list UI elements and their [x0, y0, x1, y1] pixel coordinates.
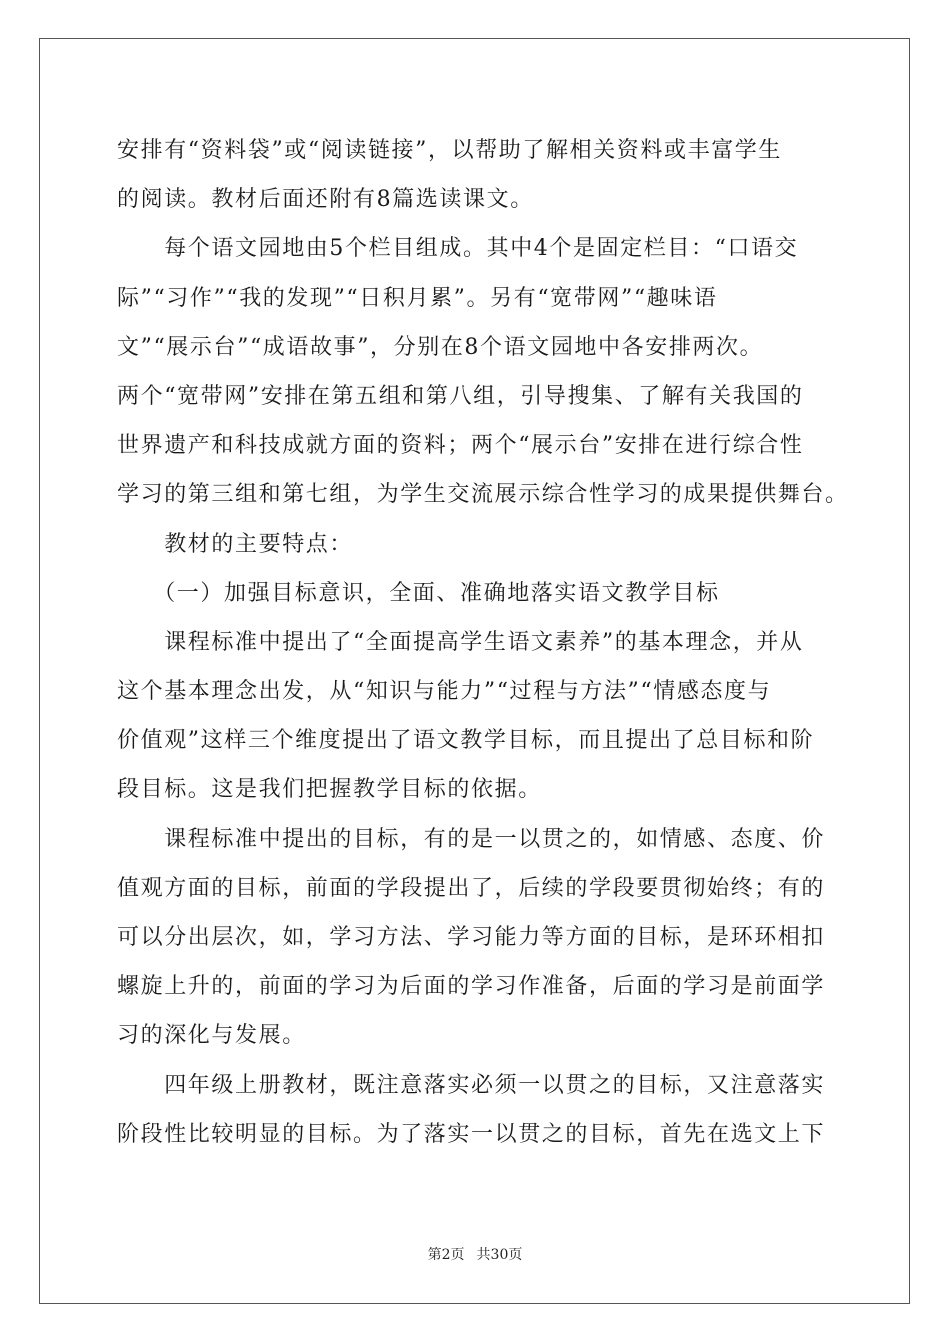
- text-line: 价值观”这样三个维度提出了语文教学目标，而且提出了总目标和阶: [117, 728, 815, 754]
- text-line: 世界遗产和科技成就方面的资料；两个“展示台”安排在进行综合性: [117, 433, 804, 459]
- text-line: 文”“展示台”“成语故事”，分别在8个语文园地中各安排两次。: [117, 334, 764, 360]
- text-line: 这个基本理念出发，从“知识与能力”“过程与方法”“情感态度与: [117, 679, 772, 705]
- page-number: 第2页: [427, 1247, 465, 1263]
- text-line: 每个语文园地由5个栏目组成。其中4个是固定栏目：“口语交: [117, 236, 799, 262]
- text-line: 段目标。这是我们把握教学目标的依据。: [117, 777, 542, 803]
- page-total: 共30页: [476, 1247, 523, 1263]
- text-line: 的阅读。教材后面还附有8篇选读课文。: [117, 187, 534, 213]
- text-line: 四年级上册教材，既注意落实必须一以贯之的目标，又注意落实: [117, 1072, 826, 1098]
- text-line: 学习的第三组和第七组，为学生交流展示综合性学习的成果提供舞台。: [117, 482, 849, 508]
- text-line: 螺旋上升的，前面的学习为后面的学习作准备，后面的学习是前面学: [117, 974, 826, 1000]
- text-line: 阶段性比较明显的目标。为了落实一以贯之的目标，首先在选文上下: [117, 1121, 826, 1147]
- text-line: 可以分出层次，如，学习方法、学习能力等方面的目标，是环环相扣: [117, 925, 826, 950]
- text-line: 安排有“资料袋”或“阅读链接”，以帮助了解相关资料或丰富学生: [117, 138, 782, 163]
- text-line: 习的深化与发展。: [117, 1023, 306, 1049]
- text-line: 际”“习作”“我的发现”“日积月累”。另有“宽带网”“趣味语: [117, 285, 718, 311]
- text-line: （一）加强目标意识，全面、准确地落实语文教学目标: [117, 580, 720, 606]
- text-line: 课程标准中提出了“全面提高学生语文素养”的基本理念，并从: [117, 629, 804, 655]
- text-line: 两个“宽带网”安排在第五组和第八组，引导搜集、了解有关我国的: [117, 383, 804, 409]
- text-line: 教材的主要特点：: [117, 531, 354, 557]
- text-line: 课程标准中提出的目标，有的是一以贯之的，如情感、态度、价: [117, 826, 826, 852]
- text-line: 值观方面的目标，前面的学段提出了，后续的学段要贯彻始终；有的: [117, 875, 826, 901]
- page-footer: [0, 1245, 950, 1265]
- document-body: [117, 126, 849, 1159]
